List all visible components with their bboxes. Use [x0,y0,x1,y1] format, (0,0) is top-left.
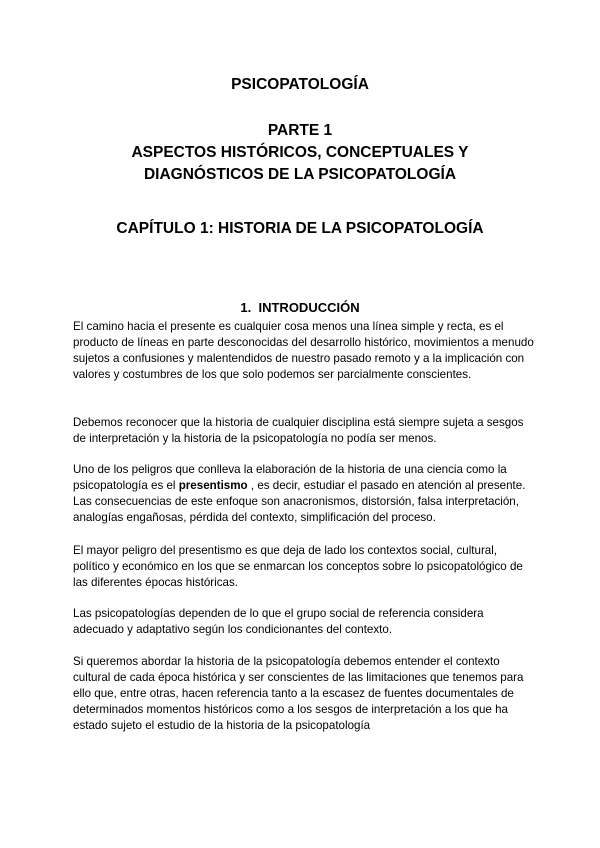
paragraph-6: Si queremos abordar la historia de la psicopatología debemos entender el contexto cultural de cada época histórica y ser conscientes de las limitaciones que tenemos para ello que, entre otras, hacen referencia tanto a la escasez de fuentes documentales de determinados momentos históricos como a los sesgos de interpretación a los que ha estado sujeto el estudio de la historia de la psicopatología [73,655,524,733]
paragraph-3-lead: Uno de los peligros que conlleva la elaboración de la historia de una ciencia como la psicopatología es el [73,463,507,493]
document-title: PSICOPATOLOGÍA [231,76,369,93]
section-title: INTRODUCCIÓN [258,300,360,315]
chapter-heading: CAPÍTULO 1: HISTORIA DE LA PSICOPATOLOGÍA [116,220,484,237]
paragraph-5: Las psicopatologías dependen de lo que el grupo social de referencia considera adecuado y adaptativo según los condicionantes del contexto. [73,607,484,637]
paragraph-3-rest: , es decir, estudiar el pasado en atención al presente. Las consecuencias de este enfoque son anacronismos, distorsión, falsa interpretación, analogías engañosas, pérdida del contexto, simplificación del proceso. [73,479,526,525]
paragraph-2: Debemos reconocer que la historia de cualquier disciplina está siempre sujeta a sesgos de interpretación y la historia de la psicopatología no podía ser menos. [73,416,524,446]
paragraph-3 [73,462,535,526]
part-label: PARTE 1 [267,122,333,139]
paragraph-4: El mayor peligro del presentismo es que deja de lado los contextos social, cultural, político y económico en los que se enmarcan los conceptos sobre lo psicopatológico de las diferentes épocas históricas. [73,544,523,590]
section-heading [0,299,600,317]
part-heading [0,120,600,186]
part-subtitle-line-2: DIAGNÓSTICOS DE LA PSICOPATOLOGÍA [143,166,457,183]
presentismo-term: presentismo [178,479,248,493]
part-subtitle-line-1: ASPECTOS HISTÓRICOS, CONCEPTUALES Y [131,144,469,161]
section-number: 1. [240,300,252,315]
paragraph-1: El camino hacia el presente es cualquier cosa menos una línea simple y recta, es el producto de líneas en parte desconocidas del desarrollo histórico, movimientos a menudo sujetos a confusiones y malentendidos de nuestro pasado remoto y a la implicación con valores y costumbres de los que solo podemos ser parcialmente conscientes. [73,320,534,382]
